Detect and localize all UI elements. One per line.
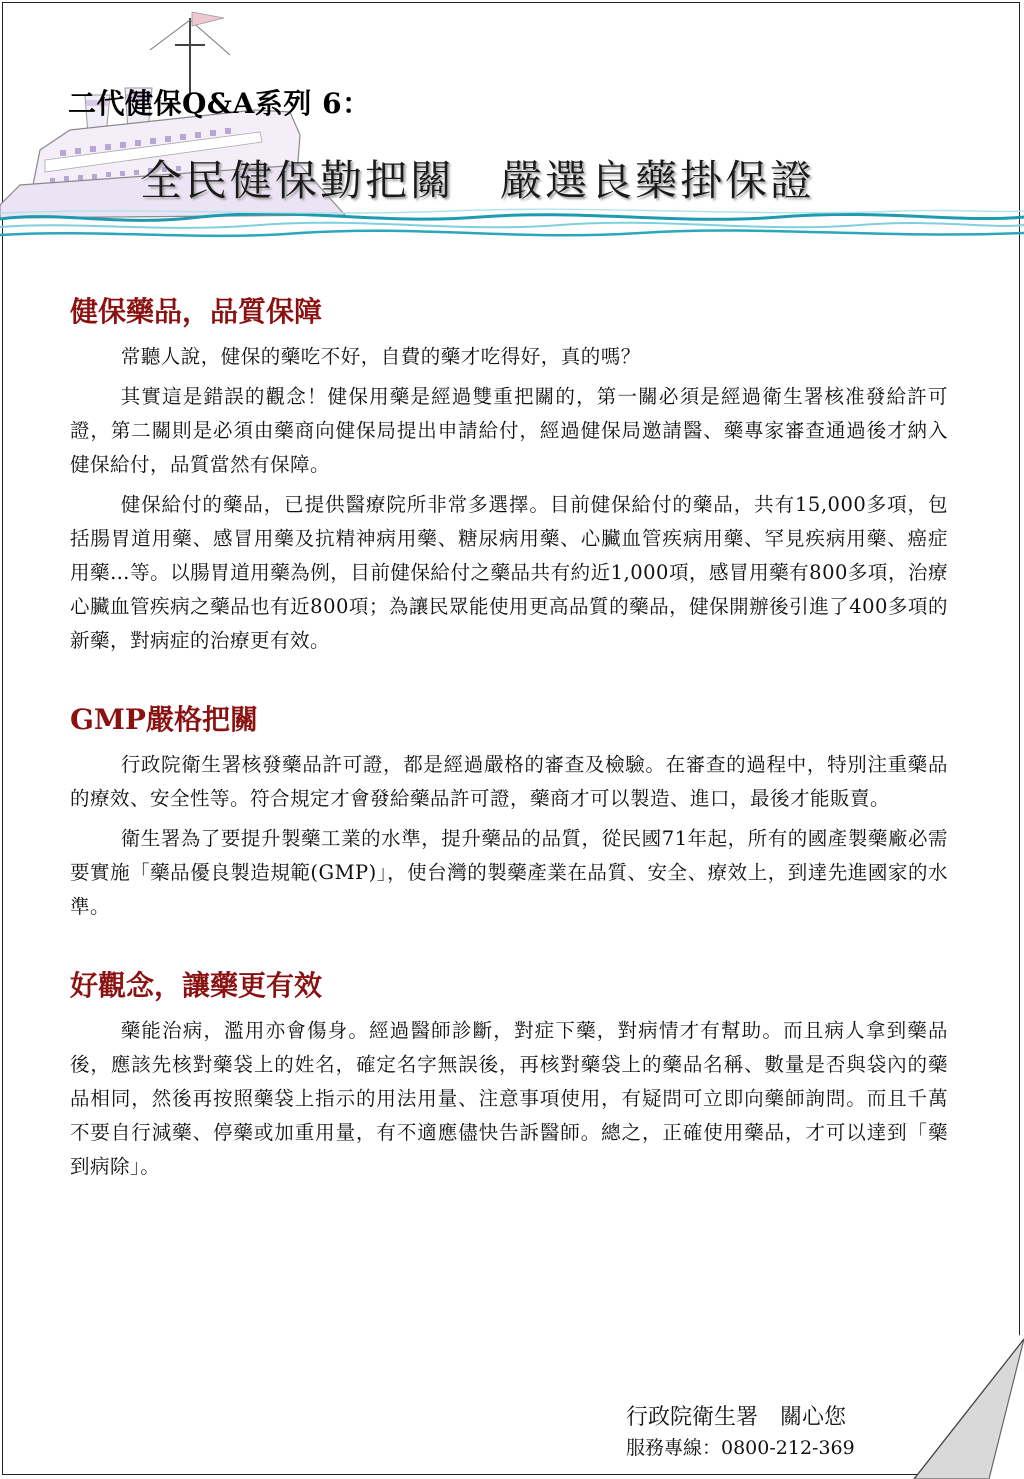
series-title: 二代健保Q&A系列 6：: [68, 87, 371, 120]
section-heading: 好觀念，讓藥更有效: [70, 969, 323, 1002]
paragraph: 藥能治病，濫用亦會傷身。經過醫師診斷，對症下藥，對病情才有幫助。而且病人拿到藥品後，應該先核對藥袋上的姓名，確定名字無誤後，再核對藥袋上的藥品名稱、數量是否與袋內的藥品相同，然後再按照藥袋上指示的用法用量、注意事項使用，有疑問可立即向藥師詢問。而且千萬不要自行減藥、停藥或加重用量，有不適應儘快告訴醫師。總之，正確使用藥品，才可以達到「藥到病除」。: [70, 1019, 948, 1178]
section-gmp: [70, 698, 948, 924]
section-heading: 健保藥品，品質保障: [70, 295, 323, 328]
footer-hotline: 服務專線：0800-212-369: [626, 1437, 855, 1459]
paragraph: 衛生署為了要提升製藥工業的水準，提升藥品的品質，從民國71年起，所有的國產製藥廠必需要實施「藥品優良製造規範(GMP)」，使台灣的製藥產業在品質、安全、療效上，到達先進國家的水準。: [70, 827, 948, 918]
paragraph: 行政院衛生署核發藥品許可證，都是經過嚴格的審查及檢驗。在審查的過程中，特別注重藥品的療效、安全性等。符合規定才會發給藥品許可證，藥商才可以製造、進口，最後才能販賣。: [70, 753, 948, 810]
section-good-habits: [70, 964, 948, 1184]
page-curl-decoration: [894, 1329, 1024, 1479]
paragraph: 常聽人說，健保的藥吃不好，自費的藥才吃得好，真的嗎？: [120, 345, 641, 368]
page-title: 全民健保勤把關 嚴選良藥掛保證: [140, 156, 816, 205]
footer-org-line: 行政院衛生署 關心您: [626, 1405, 847, 1430]
paragraph: 其實這是錯誤的觀念！健保用藥是經過雙重把關的，第一關必須是經過衛生署核准發給許可證，第二關則是必須由藥商向健保局提出申請給付，經過健保局邀請醫、藥專家審查通過後才納入健保給付，品質當然有保障。: [70, 385, 948, 476]
paragraph: 健保給付的藥品，已提供醫療院所非常多選擇。目前健保給付的藥品，共有15,000多項，包括腸胃道用藥、感冒用藥及抗精神病用藥、糖尿病用藥、心臟血管疾病用藥、罕見疾病用藥、癌症用藥…等。以腸胃道用藥為例，目前健保給付之藥品共有約近1,000項，感冒用藥有800多項，治療心臟血管疾病之藥品也有近800項；為讓民眾能使用更高品質的藥品，健保開辦後引進了400多項的新藥，對病症的治療更有效。: [70, 493, 948, 652]
footer: [626, 1400, 855, 1460]
wave-decoration: [0, 205, 1024, 245]
section-quality: [70, 290, 948, 658]
article-body: [70, 290, 948, 1224]
section-heading: GMP嚴格把關: [70, 703, 258, 736]
